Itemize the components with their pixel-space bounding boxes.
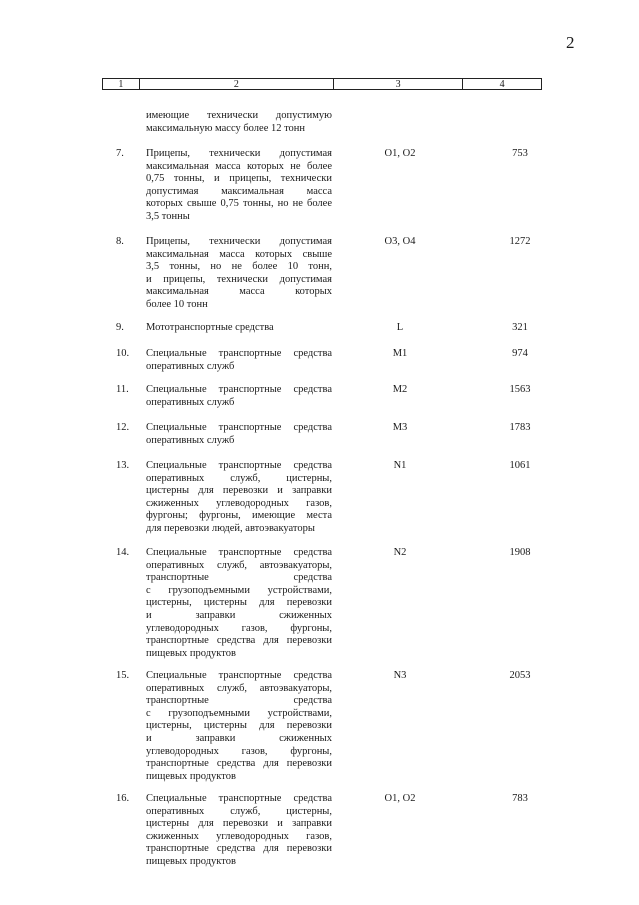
row-category: N1 [393,460,407,471]
description-line: оперативных служб, автоэвакуаторы, [146,559,332,571]
row-description [146,236,332,312]
row-number: 10. [116,348,130,359]
description-line: оперативных служб, автоэвакуаторы, [146,682,332,694]
header-col-2: 2 [140,79,334,89]
description-line: Специальные транспортные средства [146,793,332,804]
description-line: и прицепы, технически допустимая [146,273,332,285]
description-line: максимальная масса которых не более [146,160,332,172]
description-line: и заправки сжиженных [146,732,332,744]
description-line: более 10 тонн [146,298,208,310]
description-line: максимальная масса которых [146,286,332,298]
description-line: фургоны; фургоны, имеющие места [146,510,332,522]
row-description [146,384,332,409]
description-line: сжиженных углеводородных газов, [146,497,332,509]
row-value: 1908 [509,547,531,558]
description-line: 0,75 тонны, и прицепы, технически [146,173,332,185]
description-line: цистерны для перевозки и заправки [146,485,332,497]
row-value: 1783 [509,422,531,433]
description-line: цистерны для перевозки и заправки [146,818,332,830]
row-category: O1, O2 [384,793,416,804]
description-line: Специальные транспортные средства [146,384,332,395]
description-line: Специальные транспортные средства [146,348,332,359]
description-line: углеводородных газов, фургоны, [146,745,332,757]
description-line: Специальные транспортные средства [146,422,332,433]
header-col-3: 3 [334,79,463,89]
description-line: пищевых продуктов [146,647,236,659]
description-line: оперативных служб [146,396,235,408]
row-value: 1061 [509,460,531,471]
description-line: допустимая максимальная масса [146,185,332,197]
row-description [146,422,332,447]
row-category: N3 [393,670,407,681]
description-line: Прицепы, технически допустимая [146,148,332,159]
row-value: 1272 [509,236,531,247]
row-category: O3, O4 [384,236,416,247]
description-line: транспортные средства для перевозки [146,843,332,855]
description-line: имеющие технически допустимую [146,110,332,121]
row-value: 321 [512,322,528,333]
row-value: 753 [512,148,528,159]
description-line: Специальные транспортные средства [146,460,332,471]
table-header [102,78,542,90]
description-line: максимальная масса которых свыше [146,248,332,260]
row-description [146,460,332,536]
row-value: 1563 [509,384,531,395]
header-col-1: 1 [103,79,140,89]
description-line: и заправки сжиженных [146,609,332,621]
description-line: Мототранспортные средства [146,322,274,333]
description-line: с грузоподъемными устройствами, [146,584,332,596]
description-line: транспортные средства [146,695,332,707]
row-category: M1 [392,348,408,359]
row-description [146,148,332,224]
row-number: 13. [116,460,130,471]
row-number: 14. [116,547,130,558]
row-category: L [396,322,404,333]
page-number: 2 [566,33,575,52]
row-value: 783 [512,793,528,804]
description-line: углеводородных газов, фургоны, [146,622,332,634]
description-line: Специальные транспортные средства [146,670,332,681]
row-value: 974 [512,348,528,359]
description-line: с грузоподъемными устройствами, [146,707,332,719]
row-description [146,348,332,373]
row-category: M3 [392,422,408,433]
row-number: 9. [116,322,124,333]
description-line: пищевых продуктов [146,770,236,782]
row-description [146,793,332,869]
row-description [146,547,332,660]
row-value: 2053 [509,670,531,681]
description-line: пищевых продуктов [146,855,236,867]
description-line: сжиженных углеводородных газов, [146,830,332,842]
row-category: O1, O2 [384,148,416,159]
row-number: 16. [116,793,130,804]
header-col-4: 4 [499,79,505,90]
row-description [146,670,332,783]
description-line: Прицепы, технически допустимая [146,236,332,247]
description-line: транспортные средства [146,572,332,584]
description-line: максимальную массу более 12 тонн [146,122,306,134]
description-line: для перевозки людей, автоэвакуаторы [146,522,315,534]
description-line: транспортные средства для перевозки [146,758,332,770]
description-line: оперативных служб, цистерны, [146,805,332,817]
description-line: которых свыше 0,75 тонны, но не более [146,198,332,210]
row-number: 8. [116,236,124,247]
row-category: M2 [392,384,408,395]
description-line: оперативных служб, цистерны, [146,472,332,484]
description-line: транспортные средства для перевозки [146,635,332,647]
description-line: цистерны, цистерны для перевозки [146,597,332,609]
description-line: оперативных служб [146,360,235,372]
description-line: Специальные транспортные средства [146,547,332,558]
description-line: 3,5 тонны [146,210,190,222]
row-number: 12. [116,422,130,433]
description-line: 3,5 тонны, но не более 10 тонн, [146,261,332,273]
row-number: 15. [116,670,130,681]
row-description [146,110,332,135]
description-line: оперативных служб [146,434,235,446]
row-number: 11. [116,384,129,395]
row-description [146,322,332,335]
description-line: цистерны, цистерны для перевозки [146,720,332,732]
row-number: 7. [116,148,124,159]
row-category: N2 [393,547,407,558]
